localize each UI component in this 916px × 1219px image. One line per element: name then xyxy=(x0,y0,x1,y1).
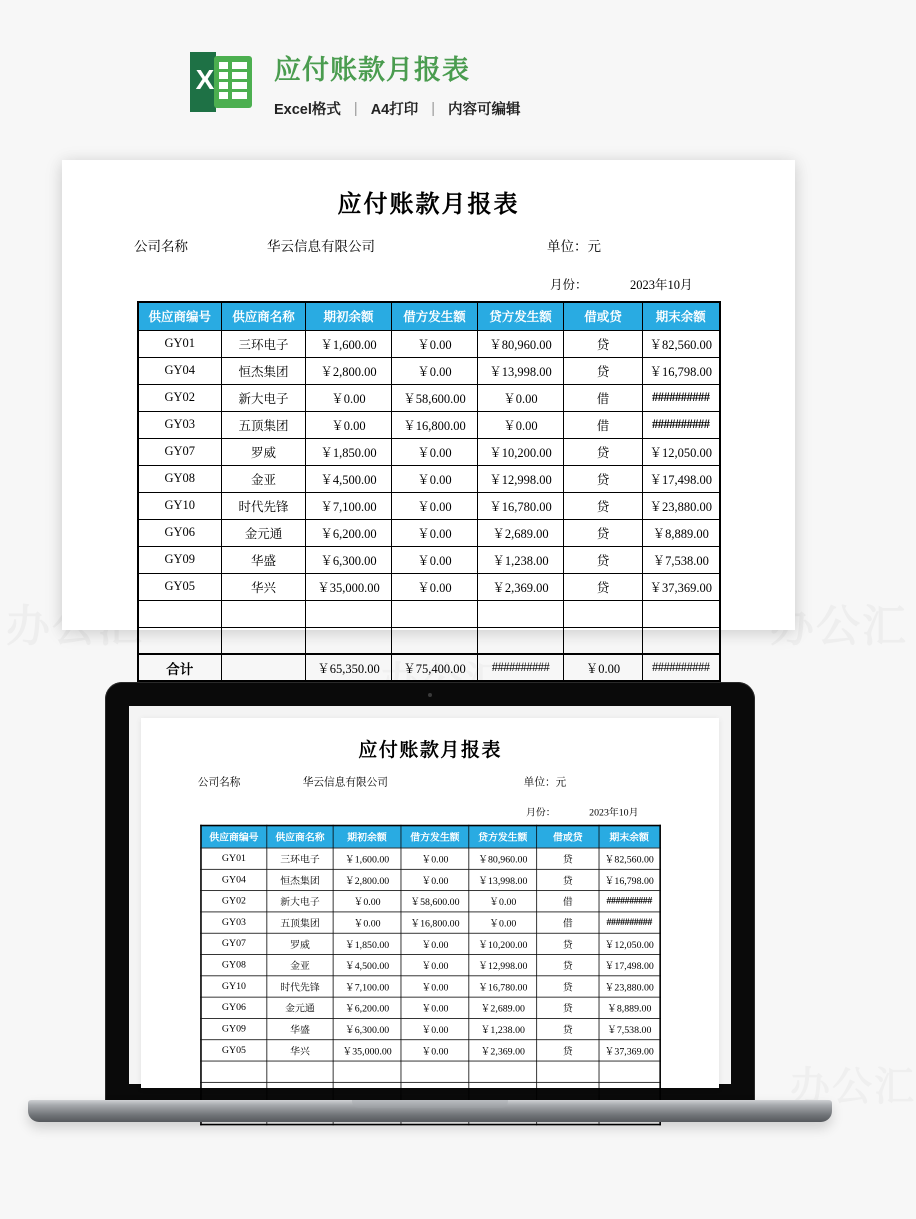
cell-supplier-code: GY09 xyxy=(138,546,222,573)
cell-debit-amount: ￥16,800.00 xyxy=(401,912,469,933)
cell-blank xyxy=(564,627,643,654)
cell-supplier-name: 金亚 xyxy=(267,954,333,975)
cell-supplier-name: 罗威 xyxy=(267,933,333,954)
cell-debit-or-credit: 贷 xyxy=(537,1018,599,1039)
cell-debit-amount: ￥0.00 xyxy=(401,1018,469,1039)
cell-opening-balance: ￥1,850.00 xyxy=(333,933,401,954)
column-header-2: 期初余额 xyxy=(306,302,392,330)
table-row xyxy=(138,384,720,411)
cell-opening-balance: ￥1,600.00 xyxy=(306,330,392,357)
cell-supplier-code: GY08 xyxy=(201,954,267,975)
table-row xyxy=(201,869,660,890)
cell-opening-balance: ￥35,000.00 xyxy=(333,1039,401,1060)
cell-supplier-code: GY02 xyxy=(138,384,222,411)
cell-supplier-name: 华兴 xyxy=(267,1039,333,1060)
cell-debit-or-credit: 贷 xyxy=(564,438,643,465)
cell-closing-balance: ￥37,369.00 xyxy=(643,573,720,600)
cell-opening-balance: ￥1,850.00 xyxy=(306,438,392,465)
column-header-6: 期末余额 xyxy=(643,302,720,330)
cell-opening-balance: ￥6,300.00 xyxy=(306,546,392,573)
cell-blank xyxy=(306,627,392,654)
cell-debit-or-credit: 借 xyxy=(564,411,643,438)
cell-debit-amount: ￥0.00 xyxy=(401,869,469,890)
table-blank-row xyxy=(138,627,720,654)
cell-blank xyxy=(478,600,564,627)
cell-credit-amount: ￥2,369.00 xyxy=(469,1039,537,1060)
column-header-2: 期初余额 xyxy=(333,826,401,848)
cell-closing-balance: ￥8,889.00 xyxy=(599,997,660,1018)
cell-supplier-code: GY05 xyxy=(201,1039,267,1060)
cell-opening-balance: ￥0.00 xyxy=(306,411,392,438)
cell-debit-amount: ￥0.00 xyxy=(392,357,478,384)
column-header-3: 借方发生额 xyxy=(401,826,469,848)
table-row xyxy=(201,975,660,996)
cell-debit-or-credit: 贷 xyxy=(537,933,599,954)
payables-table xyxy=(137,301,721,682)
cell-supplier-name: 时代先锋 xyxy=(222,492,306,519)
cell-total-credit: ########## xyxy=(478,654,564,681)
cell-closing-balance: ￥17,498.00 xyxy=(643,465,720,492)
cell-closing-balance: ########## xyxy=(599,890,660,911)
cell-credit-amount: ￥1,238.00 xyxy=(469,1018,537,1039)
cell-credit-amount: ￥0.00 xyxy=(478,411,564,438)
cell-supplier-code: GY07 xyxy=(201,933,267,954)
cell-debit-or-credit: 借 xyxy=(564,384,643,411)
cell-credit-amount: ￥2,369.00 xyxy=(478,573,564,600)
cell-supplier-code: GY07 xyxy=(138,438,222,465)
table-blank-row xyxy=(138,600,720,627)
cell-blank xyxy=(222,600,306,627)
cell-blank xyxy=(599,1061,660,1082)
excel-file-icon xyxy=(190,52,252,112)
cell-opening-balance: ￥6,200.00 xyxy=(306,519,392,546)
cell-blank xyxy=(478,627,564,654)
brand-tag-separator-1: | xyxy=(353,100,358,117)
cell-supplier-name: 华兴 xyxy=(222,573,306,600)
cell-supplier-name: 金元通 xyxy=(222,519,306,546)
cell-supplier-name: 金元通 xyxy=(267,997,333,1018)
table-row xyxy=(138,573,720,600)
cell-closing-balance: ￥82,560.00 xyxy=(599,848,660,869)
cell-debit-amount: ￥0.00 xyxy=(392,438,478,465)
cell-supplier-name: 恒杰集团 xyxy=(267,869,333,890)
excel-icon-letter: X xyxy=(195,64,215,95)
brand-tag-editable: 内容可编辑 xyxy=(448,102,521,118)
table-row xyxy=(138,519,720,546)
column-header-6: 期末余额 xyxy=(599,826,660,848)
cell-supplier-name: 三环电子 xyxy=(222,330,306,357)
table-row xyxy=(138,330,720,357)
cell-closing-balance: ￥17,498.00 xyxy=(599,954,660,975)
table-row xyxy=(138,546,720,573)
cell-debit-or-credit: 贷 xyxy=(564,573,643,600)
cell-debit-amount: ￥0.00 xyxy=(392,573,478,600)
cell-debit-amount: ￥0.00 xyxy=(401,848,469,869)
cell-supplier-name: 时代先锋 xyxy=(267,975,333,996)
table-row xyxy=(138,438,720,465)
month-label: 月份： xyxy=(550,278,588,292)
cell-debit-amount: ￥0.00 xyxy=(392,465,478,492)
cell-closing-balance: ￥23,880.00 xyxy=(599,975,660,996)
cell-blank xyxy=(392,627,478,654)
cell-debit-amount: ￥0.00 xyxy=(392,546,478,573)
cell-supplier-code: GY01 xyxy=(201,848,267,869)
cell-debit-amount: ￥0.00 xyxy=(392,519,478,546)
table-row xyxy=(138,357,720,384)
document-preview-card xyxy=(62,160,795,677)
cell-debit-or-credit: 贷 xyxy=(564,357,643,384)
cell-credit-amount: ￥13,998.00 xyxy=(478,357,564,384)
column-header-5: 借或贷 xyxy=(537,826,599,848)
cell-supplier-code: GY10 xyxy=(201,975,267,996)
cell-debit-amount: ￥0.00 xyxy=(401,933,469,954)
cell-closing-balance: ########## xyxy=(643,384,720,411)
cell-closing-balance: ￥7,538.00 xyxy=(643,546,720,573)
cell-credit-amount: ￥0.00 xyxy=(469,912,537,933)
column-header-1: 供应商名称 xyxy=(222,302,306,330)
month-value: 2023年10月 xyxy=(589,806,639,818)
cell-debit-or-credit: 贷 xyxy=(537,848,599,869)
month-value: 2023年10月 xyxy=(630,278,693,292)
table-row xyxy=(138,492,720,519)
excel-icon-grid xyxy=(219,62,247,102)
cell-debit-or-credit: 贷 xyxy=(564,519,643,546)
cell-supplier-name: 五顶集团 xyxy=(267,912,333,933)
cell-supplier-code: GY04 xyxy=(201,869,267,890)
company-value: 华云信息有限公司 xyxy=(302,775,388,788)
brand-tag-print: A4打印 xyxy=(370,102,419,118)
table-row xyxy=(201,954,660,975)
brand-header xyxy=(190,52,521,119)
table-row xyxy=(201,912,660,933)
cell-opening-balance: ￥0.00 xyxy=(306,384,392,411)
cell-debit-or-credit: 贷 xyxy=(537,869,599,890)
laptop-document-paper xyxy=(141,718,719,1088)
cell-credit-amount: ￥16,780.00 xyxy=(478,492,564,519)
column-header-0: 供应商编号 xyxy=(201,826,267,848)
cell-opening-balance: ￥0.00 xyxy=(333,912,401,933)
cell-closing-balance: ￥37,369.00 xyxy=(599,1039,660,1060)
cell-supplier-code: GY10 xyxy=(138,492,222,519)
cell-debit-amount: ￥16,800.00 xyxy=(392,411,478,438)
cell-supplier-code: GY03 xyxy=(138,411,222,438)
cell-debit-or-credit: 贷 xyxy=(537,997,599,1018)
cell-debit-or-credit: 借 xyxy=(537,912,599,933)
month-label: 月份： xyxy=(526,806,556,818)
cell-supplier-name: 金亚 xyxy=(222,465,306,492)
document-body xyxy=(62,184,795,682)
cell-opening-balance: ￥2,800.00 xyxy=(306,357,392,384)
report-title: 应付账款月报表 xyxy=(358,740,502,761)
cell-blank xyxy=(643,600,720,627)
cell-opening-balance: ￥1,600.00 xyxy=(333,848,401,869)
cell-blank xyxy=(469,1061,537,1082)
table-header-row xyxy=(201,826,660,848)
cell-debit-or-credit: 贷 xyxy=(537,975,599,996)
table-row xyxy=(201,933,660,954)
cell-opening-balance: ￥4,500.00 xyxy=(306,465,392,492)
cell-blank xyxy=(401,1061,469,1082)
report-month-row xyxy=(141,804,719,821)
cell-closing-balance: ￥8,889.00 xyxy=(643,519,720,546)
column-header-3: 借方发生额 xyxy=(392,302,478,330)
cell-debit-or-credit: 贷 xyxy=(537,1039,599,1060)
payables-table xyxy=(200,825,661,1126)
cell-total-closing: ########## xyxy=(643,654,720,681)
table-row xyxy=(201,848,660,869)
brand-tag-separator-2: | xyxy=(431,100,436,117)
cell-total-opening: ￥65,350.00 xyxy=(306,654,392,681)
cell-credit-amount: ￥12,998.00 xyxy=(478,465,564,492)
brand-text-block xyxy=(274,52,521,119)
cell-supplier-name: 华盛 xyxy=(222,546,306,573)
cell-supplier-name: 五顶集团 xyxy=(222,411,306,438)
cell-supplier-code: GY05 xyxy=(138,573,222,600)
cell-credit-amount: ￥1,238.00 xyxy=(478,546,564,573)
cell-supplier-code: GY06 xyxy=(201,997,267,1018)
unit-label: 单位：元 xyxy=(547,239,601,254)
cell-blank xyxy=(201,1061,267,1082)
cell-debit-amount: ￥0.00 xyxy=(401,997,469,1018)
laptop-base-notch xyxy=(352,1100,508,1108)
table-row xyxy=(201,997,660,1018)
cell-debit-amount: ￥0.00 xyxy=(392,492,478,519)
cell-opening-balance: ￥7,100.00 xyxy=(333,975,401,996)
cell-debit-or-credit: 贷 xyxy=(537,954,599,975)
cell-credit-amount: ￥0.00 xyxy=(478,384,564,411)
cell-blank xyxy=(392,600,478,627)
cell-blank xyxy=(222,627,306,654)
cell-credit-amount: ￥80,960.00 xyxy=(469,848,537,869)
cell-blank xyxy=(643,627,720,654)
cell-debit-amount: ￥0.00 xyxy=(401,954,469,975)
brand-tag-list xyxy=(274,98,521,119)
cell-debit-amount: ￥0.00 xyxy=(401,975,469,996)
cell-supplier-code: GY08 xyxy=(138,465,222,492)
cell-closing-balance: ￥82,560.00 xyxy=(643,330,720,357)
column-header-5: 借或贷 xyxy=(564,302,643,330)
column-header-4: 贷方发生额 xyxy=(478,302,564,330)
cell-debit-amount: ￥0.00 xyxy=(401,1039,469,1060)
cell-supplier-name: 华盛 xyxy=(267,1018,333,1039)
laptop-mockup xyxy=(0,676,860,1146)
table-row xyxy=(201,1018,660,1039)
cell-blank xyxy=(333,1061,401,1082)
laptop-screen xyxy=(129,706,731,1084)
report-month-row xyxy=(62,275,795,297)
cell-credit-amount: ￥10,200.00 xyxy=(478,438,564,465)
cell-debit-amount: ￥0.00 xyxy=(392,330,478,357)
cell-opening-balance: ￥4,500.00 xyxy=(333,954,401,975)
cell-blank xyxy=(138,627,222,654)
table-blank-row xyxy=(201,1061,660,1082)
cell-supplier-name: 三环电子 xyxy=(267,848,333,869)
company-label: 公司名称 xyxy=(197,775,241,788)
table-row xyxy=(138,465,720,492)
laptop-camera-icon xyxy=(428,693,432,697)
cell-supplier-code: GY01 xyxy=(138,330,222,357)
unit-label: 单位：元 xyxy=(523,775,567,788)
cell-supplier-code: GY03 xyxy=(201,912,267,933)
cell-debit-amount: ￥58,600.00 xyxy=(401,890,469,911)
brand-tag-format: Excel格式 xyxy=(274,102,341,118)
cell-closing-balance: ########## xyxy=(643,411,720,438)
cell-credit-amount: ￥2,689.00 xyxy=(469,997,537,1018)
cell-supplier-name: 新大电子 xyxy=(267,890,333,911)
cell-credit-amount: ￥13,998.00 xyxy=(469,869,537,890)
cell-supplier-name: 新大电子 xyxy=(222,384,306,411)
report-meta-row xyxy=(62,235,795,261)
cell-closing-balance: ########## xyxy=(599,912,660,933)
table-row xyxy=(138,411,720,438)
cell-credit-amount: ￥12,998.00 xyxy=(469,954,537,975)
cell-debit-or-credit: 贷 xyxy=(564,465,643,492)
cell-debit-or-credit: 借 xyxy=(537,890,599,911)
cell-supplier-code: GY09 xyxy=(201,1018,267,1039)
column-header-1: 供应商名称 xyxy=(267,826,333,848)
cell-credit-amount: ￥10,200.00 xyxy=(469,933,537,954)
cell-debit-or-credit: 贷 xyxy=(564,492,643,519)
cell-total-dc: ￥0.00 xyxy=(564,654,643,681)
cell-opening-balance: ￥0.00 xyxy=(333,890,401,911)
company-label: 公司名称 xyxy=(134,239,188,254)
cell-closing-balance: ￥7,538.00 xyxy=(599,1018,660,1039)
cell-debit-or-credit: 贷 xyxy=(564,330,643,357)
cell-opening-balance: ￥2,800.00 xyxy=(333,869,401,890)
cell-opening-balance: ￥6,200.00 xyxy=(333,997,401,1018)
cell-closing-balance: ￥12,050.00 xyxy=(599,933,660,954)
table-header-row xyxy=(138,302,720,330)
column-header-4: 贷方发生额 xyxy=(469,826,537,848)
cell-credit-amount: ￥2,689.00 xyxy=(478,519,564,546)
cell-credit-amount: ￥16,780.00 xyxy=(469,975,537,996)
cell-debit-or-credit: 贷 xyxy=(564,546,643,573)
laptop-screen-frame xyxy=(105,682,755,1104)
cell-opening-balance: ￥35,000.00 xyxy=(306,573,392,600)
report-title: 应付账款月报表 xyxy=(337,192,520,218)
cell-blank xyxy=(537,1061,599,1082)
cell-credit-amount: ￥80,960.00 xyxy=(478,330,564,357)
report-meta-row xyxy=(141,773,719,794)
cell-supplier-code: GY06 xyxy=(138,519,222,546)
table-row xyxy=(201,890,660,911)
cell-supplier-name: 罗威 xyxy=(222,438,306,465)
cell-closing-balance: ￥12,050.00 xyxy=(643,438,720,465)
cell-supplier-code: GY04 xyxy=(138,357,222,384)
cell-supplier-name: 恒杰集团 xyxy=(222,357,306,384)
cell-supplier-code: GY02 xyxy=(201,890,267,911)
cell-total-label: 合计 xyxy=(138,654,222,681)
cell-total-debit: ￥75,400.00 xyxy=(392,654,478,681)
cell-blank xyxy=(564,600,643,627)
cell-opening-balance: ￥7,100.00 xyxy=(306,492,392,519)
page-title: 应付账款月报表 xyxy=(274,55,470,85)
column-header-0: 供应商编号 xyxy=(138,302,222,330)
cell-credit-amount: ￥0.00 xyxy=(469,890,537,911)
company-value: 华云信息有限公司 xyxy=(267,239,375,254)
cell-blank xyxy=(267,1061,333,1082)
cell-closing-balance: ￥23,880.00 xyxy=(643,492,720,519)
cell-debit-amount: ￥58,600.00 xyxy=(392,384,478,411)
laptop-document-body xyxy=(141,734,719,1125)
cell-blank xyxy=(138,600,222,627)
cell-blank xyxy=(306,600,392,627)
cell-closing-balance: ￥16,798.00 xyxy=(643,357,720,384)
cell-closing-balance: ￥16,798.00 xyxy=(599,869,660,890)
table-row xyxy=(201,1039,660,1060)
cell-opening-balance: ￥6,300.00 xyxy=(333,1018,401,1039)
